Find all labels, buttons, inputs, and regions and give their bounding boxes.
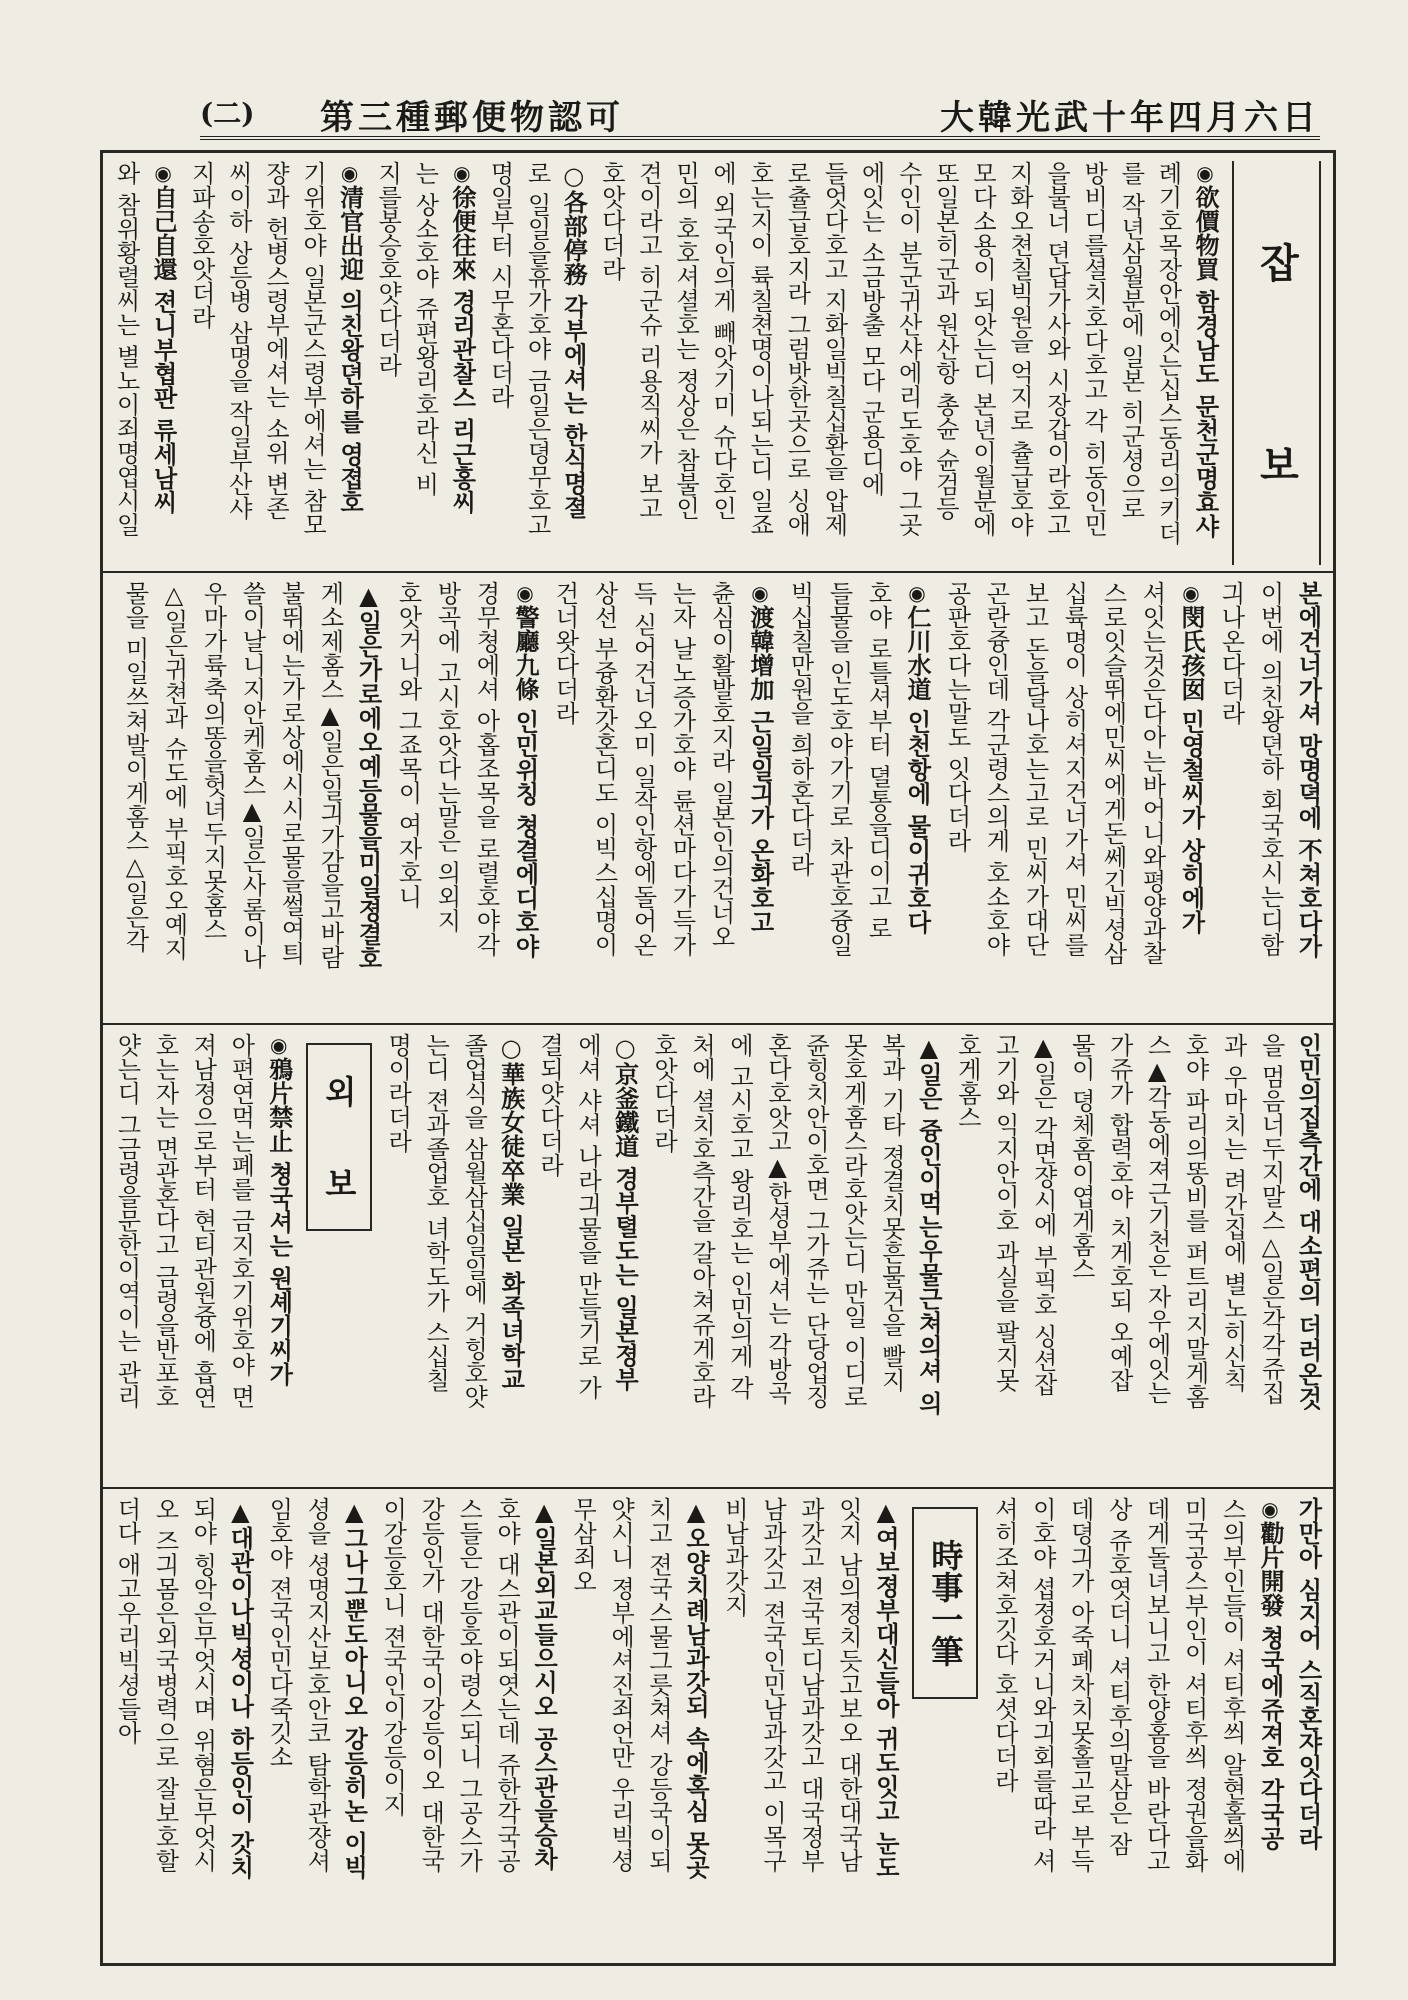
- text-column: 경무쳥에셔 아홉조목을 로렬호야각: [472, 581, 500, 957]
- text-column: ◉ 勸片開發 쳥국에쥬져호 각국공: [1254, 1497, 1287, 1953]
- text-column: ○京釜鐵道 경부텰도는 일본졍부: [610, 1033, 640, 1391]
- text-column: 인민의집측간에 대소편의 더러온것: [1294, 1033, 1323, 1410]
- text-column: 지화오쳔칠빅원을 억지로 츌급호야: [1005, 161, 1034, 537]
- text-column: ◉ 清官出迎 의친왕뎐하를 영졉호: [335, 161, 367, 565]
- text-column: 데뎡긔가 아죽폐차치못홀고로 부득: [1066, 1497, 1095, 1873]
- text-column: 고기와 익지안이호 과실을 팔지못: [991, 1033, 1020, 1392]
- text-column: 호는지이 륙칠쳔명이나되는디 일죠: [745, 161, 774, 537]
- text-column: 임호야 젼국인민다죽깃소: [264, 1497, 293, 1769]
- text-column: 는디 젼과졸업호 녀학도가 스십칠: [421, 1033, 450, 1392]
- text-column: 남과갓고 젼국인민남과갓고 이목구: [758, 1497, 787, 1873]
- text-column: 처에 셜치호측간을 갈아쳐쥬게호라: [687, 1033, 716, 1409]
- text-column: 득 싣어건너오미 일작인항에돌어온: [629, 581, 657, 957]
- text-column: 셔잇는것은다아는바어니와평양과찰: [1138, 581, 1166, 965]
- text-column: 쥰힝치안이호면 그가쥬는 단당업징: [801, 1033, 830, 1409]
- text-column: 을 멈음너두지말스△일은각각쥬집: [1257, 1033, 1286, 1405]
- japbo-title-char-1: 잡: [1253, 242, 1300, 282]
- text-column: ▲오양치례남과갓되 속에혹심 못곳: [681, 1497, 711, 1879]
- text-column: 불뛰에는가로상에시시로물을썰여틔: [277, 581, 305, 965]
- text-column: 방곡에 고시호앗다는말은 의외지: [433, 581, 461, 933]
- text-column: 와 참위황렬씨는 별노이죄명엽시일: [112, 161, 141, 537]
- text-column: 또일본히군과 원산항 총슌 슌검등: [931, 161, 960, 520]
- text-column: ○各部停務 각부에셔는 한식명졀: [559, 161, 589, 519]
- text-column: 스로잇슬뛰에민씨에게돈쎄긴빅셩삼: [1099, 581, 1127, 965]
- text-column: 호야 파리의똥비를 퍼트리지말게홈: [1181, 1033, 1210, 1409]
- text-column: 에 고시호고 왕리호는 인민의게 각: [725, 1033, 754, 1400]
- text-column: 가만아 심지어 스직혼쟈잇다더라: [1294, 1497, 1323, 1850]
- text-column: 호야 대스관이되엿는데 쥬한각국공: [492, 1497, 521, 1873]
- text-column: 견이라고 히군슈 리용직씨가 보고: [634, 161, 663, 520]
- text-column: 더다 애고우리빅셩들아: [112, 1497, 141, 1745]
- oebo-title-char-2: 보: [319, 1167, 358, 1199]
- text-column: 얏는디 그금령을문한이역이는 관리: [112, 1033, 141, 1409]
- oebo-title-char-1: 외: [319, 1075, 358, 1107]
- text-column: 과갓고 젼국토디남과갓고 대국졍부: [796, 1497, 825, 1873]
- band-2: [103, 573, 1333, 1025]
- text-column: ▲여보졍부대신들아 귀도잇고 눈도: [871, 1497, 901, 1879]
- text-column: △일은귀쳔과 슈도에 부픽호오예지: [160, 581, 188, 961]
- text-column: 는 상소호야 쥬편왕리호라신 비: [410, 161, 439, 496]
- band-4: [103, 1489, 1333, 1959]
- oebo-section-title: [306, 1043, 372, 1231]
- text-column: 호앗거니와 그죠목이 여자호니: [394, 581, 422, 909]
- text-column: 되야 힝악은무엇시며 위혐은무엇시: [188, 1497, 217, 1873]
- text-column: 는자 날노증가호야 륜션마다가득가: [668, 581, 696, 957]
- text-column: 졸업식을 삼월삼십일일에 거힝호얏: [459, 1033, 488, 1409]
- text-column: 강등인가 대한국이강등이오 대한국: [416, 1497, 445, 1873]
- text-column: 데게돌녀보니고 한양홈을 바란다고: [1142, 1497, 1171, 1873]
- japbo-title-char-2: 보: [1253, 444, 1300, 484]
- text-column: 오 즈긔몸은외국병력으로 잘보호할: [150, 1497, 179, 1873]
- text-column: 십륙명이 상히셔지건너가셔 민씨를: [1060, 581, 1088, 957]
- text-column: 공판호다는말도 잇다더라: [943, 581, 971, 853]
- text-column: 우마가륙축의똥을헛녀두지못홈스: [199, 581, 227, 941]
- text-column: 지파송호앗더라: [187, 161, 216, 329]
- text-column: 건너왓다더라: [551, 581, 579, 725]
- text-column: 셔히조쳐호깃다 호셧다더라: [990, 1497, 1019, 1793]
- text-column: 져남졍으로부터 현티관원즁에 흡연: [188, 1033, 217, 1409]
- text-column: 에셔 샤셔 나라긔물을 만들기로 가: [573, 1033, 602, 1400]
- band-3: [103, 1025, 1333, 1489]
- text-column: 호는자는 면관혼다고 금령을반포호: [150, 1033, 179, 1409]
- text-column: ◉ 自己自還 젼니부협판 류세남씨: [148, 161, 180, 565]
- text-column: 과 우마치는 려간집에 별노히신칙: [1219, 1033, 1248, 1392]
- text-column: 미국공스부인이 셔티후씌 졍권을화: [1180, 1497, 1209, 1873]
- text-column: 쟝과 헌병스령부에셔는 소위 변존: [261, 161, 290, 520]
- japbo-section-title: [1232, 161, 1321, 565]
- text-column: ◉ 欲價物買 함경남도 문천군명효샤: [1190, 161, 1222, 565]
- page-number: (二): [200, 97, 255, 130]
- text-column: 방비디를셜치호다호고 각 히동인민: [1079, 161, 1108, 537]
- text-column: 비남과갓지: [720, 1497, 749, 1617]
- text-column: 호앗다더라: [649, 1033, 678, 1153]
- text-column: 스들은 강등호야령스되니 그공스가: [454, 1497, 483, 1873]
- text-column: ◉ 鴉片禁止 쳥국셔는 원셰기씨가: [263, 1033, 296, 1481]
- text-column: 모다소용이 되앗는디 본년이월분에: [968, 161, 997, 537]
- text-column: 스▲각동에져근기천은 자우에잇는: [1143, 1033, 1172, 1405]
- text-column: 로츌급호지라 그럼밧한곳으로 싱애: [782, 161, 811, 537]
- text-column: 이호야 셥졍호거니와긔회를따라 셔: [1028, 1497, 1057, 1873]
- text-column: 을불너 뎐답가사와 시장갑이라호고: [1042, 161, 1071, 537]
- page-frame: [100, 150, 1336, 1966]
- text-column: 긔나온다더라: [1217, 581, 1245, 725]
- text-column: 명일부터 시무혼다더라: [485, 161, 514, 409]
- text-column: 에 외국인의게 빼앗기미 슈다호인: [708, 161, 737, 520]
- sisa-section-title: 時事一筆: [912, 1507, 978, 1699]
- text-column: ◉ 徐便往來 경리관찰스 리근홍씨: [447, 161, 479, 565]
- text-column: 츈심이활발호지라 일본인의건너오: [707, 581, 735, 949]
- text-column: 게소제홈스▲일은일긔가감을고바람: [316, 581, 344, 969]
- text-column: ◉ 警廳九條 인민위칭 쳥결에디호야: [508, 581, 542, 1017]
- text-column: 기위호야 일본군스령부에셔는 참모: [298, 161, 327, 537]
- band-1: [103, 153, 1333, 573]
- text-column: 명이라더라: [383, 1033, 412, 1153]
- text-column: 보고 돈을달나호는고로 민씨가대단: [1021, 581, 1049, 957]
- text-column: 를 작년삼월분에 일본 히군셩으로: [1116, 161, 1145, 520]
- text-column: 셩을 셩명지산보호안코 탐학관쟝셔: [302, 1497, 331, 1873]
- masthead-date: 大韓光武十年四月六日: [940, 98, 1320, 138]
- text-column: 치고 젼국스물그릇쳐셔 강등국이되: [644, 1497, 673, 1873]
- text-column: ◉ 渡韓增加 근일일긔가 온화호고: [743, 581, 777, 1017]
- text-column: 가쥬가 합력호야 치게호되 오예잡: [1105, 1033, 1134, 1392]
- text-column: ◉ 閔氏孩囡 민영철씨가 상히에가: [1174, 581, 1208, 1017]
- text-column: 례기호목장안에잇는십스동리의키더: [1153, 161, 1182, 545]
- text-column: 지를봉승호얏다더라: [373, 161, 402, 377]
- text-column: 들물을 인도호야가기로 차관호즁일: [825, 581, 853, 957]
- text-column: 혼다호앗고▲한셩부에셔는 각방곡: [763, 1033, 792, 1405]
- text-column: 물을 미일쓰쳐발이게홈스△일은각: [121, 581, 149, 953]
- masthead: [200, 88, 1320, 140]
- text-column: ▲일본외교들으시오 공스관을승차: [529, 1497, 559, 1871]
- text-column: ▲일은 각면쟝시에 부픽호 싱션잡: [1029, 1033, 1058, 1396]
- masthead-classification: 第三種郵便物認可: [320, 98, 624, 138]
- text-column: 본에건너가셔 망명뎍에 不쳐호다가: [1294, 581, 1323, 958]
- text-column: 이강등호니 젼국인이강등이지: [378, 1497, 407, 1817]
- text-column: 아편연먹는폐를 금지호기위호야 면: [226, 1033, 255, 1409]
- text-column: 민의 호호셔셜호는 졍상은 참불인: [671, 161, 700, 520]
- text-column: 씨이하 상등병 삼명을 작일부산샤: [224, 161, 253, 520]
- text-column: 호야 로틀셔부터 뎔통을디이고 로: [864, 581, 892, 940]
- text-column: 상 쥬호엿더니 셔티후의말삼은 잠: [1104, 1497, 1133, 1856]
- text-column: 못호게홈스라호앗는디 만일 이디로: [839, 1033, 868, 1409]
- text-column: 얏시니 졍부에셔진죄언만 우리빅셩: [606, 1497, 635, 1873]
- text-column: 물이 뎡체홈이엽게홈스: [1067, 1033, 1096, 1281]
- text-column: 쓸이날니지안케홈스▲일은사롬이나: [238, 581, 266, 969]
- text-column: 상선 부즁환갓혼디도 이빅스십명이: [590, 581, 618, 957]
- text-column: 로 일일을휴가호야 금일은뎡무호고: [523, 161, 552, 537]
- text-column: ▲대관이나빅셩이나 하등인이 갓치: [225, 1497, 255, 1879]
- text-column: ▲그나그뿐도아니오 강등히논 이빅: [339, 1497, 369, 1879]
- text-column: ▲일은가로에오예등물을미일졍결호: [354, 581, 383, 970]
- text-column: 복과 기타 졍결치못흔물건을 빨지: [877, 1033, 906, 1392]
- text-column: 들엇다호고 지화일빅칠십환을 압제: [819, 161, 848, 537]
- text-column: 스의부인들이 셔티후씌 알현홀씌에: [1218, 1497, 1247, 1873]
- text-column: 곤란즁인데 각군령스의게 호소호야: [982, 581, 1010, 957]
- text-column: 빅십칠만원을 희하혼다더라: [786, 581, 814, 877]
- text-column: 수인이 분군귀산샤에리도호야 그곳: [894, 161, 923, 537]
- text-column: 무삼죄오: [568, 1497, 597, 1593]
- text-column: 잇지 남의졍치듯고보오 대한대국남: [834, 1497, 863, 1873]
- text-column: 결되얏다더라: [535, 1033, 564, 1177]
- text-column: 호앗다더라: [597, 161, 626, 281]
- text-column: ◉ 仁川水道 인천항에 물이귀호다: [900, 581, 934, 1017]
- text-column: ▲일은 즁인이먹는우물근쳐의셔 의: [914, 1033, 944, 1415]
- text-column: 호게홈스: [953, 1033, 982, 1129]
- text-column: 에잇는 소금방출 모다 군용디에: [857, 161, 886, 496]
- text-column: ○華族女徒卒業 일본 화족녀학교: [496, 1033, 526, 1391]
- text-column: 이번에 의친왕뎐하 회국호시는디함: [1256, 581, 1284, 957]
